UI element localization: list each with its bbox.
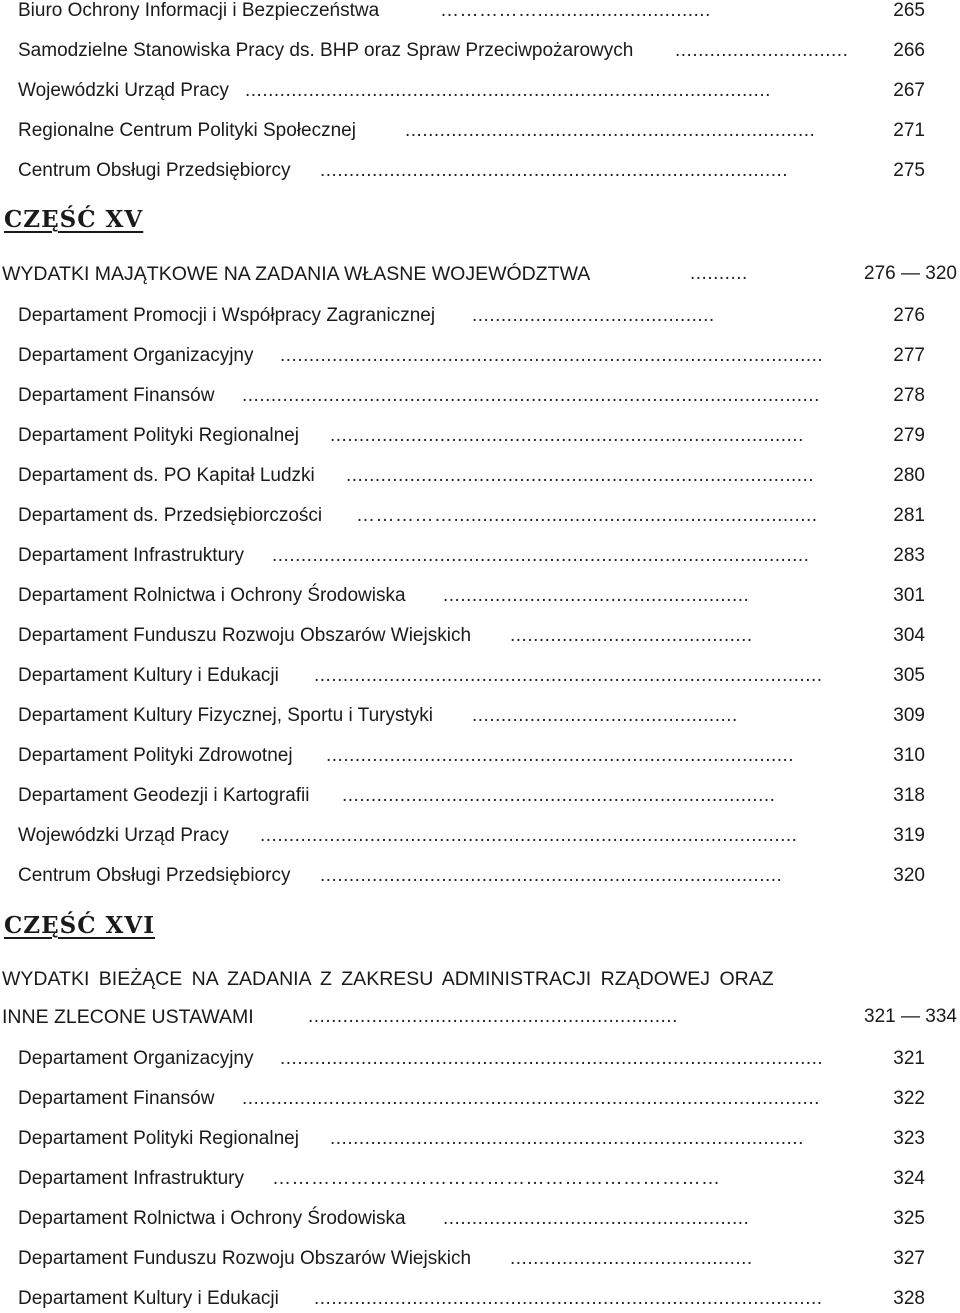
toc-entry-page: 271 — [893, 120, 925, 141]
toc-entry-label: Wojewódzki Urząd Pracy — [18, 822, 233, 850]
toc-entry-leader: .............................................. — [472, 705, 738, 726]
toc-entry-label: Departament Organizacyjny — [18, 1045, 258, 1073]
toc-entry-leader: ....................................................................... — [405, 120, 816, 141]
toc-entry-label: Departament Funduszu Rozwoju Obszarów Wiejskich — [18, 1245, 475, 1273]
toc-entry-page: 322 — [893, 1088, 925, 1109]
toc-entry-page: 318 — [893, 785, 925, 806]
toc-entry-leader: ........................................................................... — [342, 785, 776, 806]
toc-entry-page: 327 — [893, 1248, 925, 1269]
toc-entry[interactable] — [0, 1205, 960, 1233]
toc-entry[interactable] — [0, 0, 960, 25]
toc-entry-page: 275 — [893, 160, 925, 181]
toc-entry-page: 279 — [893, 425, 925, 446]
toc-entry[interactable] — [0, 862, 960, 890]
toc-entry-page: 321 — [893, 1048, 925, 1069]
toc-entry-leader: .................................................................................................... — [242, 385, 820, 406]
toc-entry[interactable] — [0, 542, 960, 570]
toc-entry-page: 319 — [893, 825, 925, 846]
toc-entry-leader: .......................................... — [510, 1248, 753, 1269]
toc-entry-page: 309 — [893, 705, 925, 726]
toc-main-title-line1: WYDATKI BIEŻĄCE NA ZADANIA Z ZAKRESU ADMINISTRACJI RZĄDOWEJ ORAZ — [2, 968, 774, 990]
toc-entry-leader: ........................................................................................ — [314, 665, 823, 686]
toc-entry-label: Departament Geodezji i Kartografii — [18, 782, 313, 810]
toc-entry-leader: …………….............................. — [440, 0, 711, 21]
toc-entry-leader: ............................................................................................. — [272, 545, 810, 566]
toc-main-entry[interactable] — [0, 260, 960, 288]
toc-entry-label: Departament Promocji i Współpracy Zagranicznej — [18, 302, 439, 330]
section-heading: CZĘŚĆ XV — [4, 206, 144, 233]
toc-entry[interactable] — [0, 502, 960, 530]
toc-entry[interactable] — [0, 157, 960, 185]
toc-entry-label: Departament Polityki Regionalnej — [18, 1125, 303, 1153]
toc-entry-leader: .......................................... — [510, 625, 753, 646]
toc-entry-page: 283 — [893, 545, 925, 566]
toc-entry[interactable] — [0, 1125, 960, 1153]
toc-entry-leader: ............................................................................................. — [260, 825, 798, 846]
toc-entry-label: Departament Kultury i Edukacji — [18, 662, 283, 690]
toc-entry-leader: ................................................................................ — [320, 865, 783, 886]
section-heading: CZĘŚĆ XVI — [4, 912, 155, 939]
toc-entry-page: 328 — [893, 1288, 925, 1309]
toc-entry[interactable] — [0, 382, 960, 410]
toc-main-range: 321 — 334 — [864, 1006, 957, 1027]
toc-entry-page: 301 — [893, 585, 925, 606]
toc-entry-leader: .................................................................................. — [330, 425, 804, 446]
toc-entry[interactable] — [0, 1045, 960, 1073]
toc-entry-page: 278 — [893, 385, 925, 406]
toc-main-entry[interactable] — [0, 1003, 960, 1031]
toc-entry-leader: .............................. — [675, 40, 849, 61]
toc-entry-label: Centrum Obsługi Przedsiębiorcy — [18, 862, 294, 890]
toc-entry[interactable] — [0, 302, 960, 330]
toc-entry-page: 267 — [893, 80, 925, 101]
toc-entry-page: 325 — [893, 1208, 925, 1229]
toc-entry-leader: ……………............................................................... — [356, 505, 818, 526]
toc-entry-leader: ..................................................... — [443, 585, 750, 606]
toc-entry-label: Departament Funduszu Rozwoju Obszarów Wiejskich — [18, 622, 475, 650]
toc-entry-page: 265 — [893, 0, 925, 21]
toc-main-title: WYDATKI MAJĄTKOWE NA ZADANIA WŁASNE WOJEWÓDZTWA — [2, 260, 594, 288]
toc-entry[interactable] — [0, 37, 960, 65]
toc-entry-page: 324 — [893, 1168, 925, 1189]
toc-entry-label: Departament Rolnictwa i Ochrony Środowiska — [18, 1205, 410, 1233]
toc-entry-label: Departament Polityki Regionalnej — [18, 422, 303, 450]
toc-entry[interactable] — [0, 1245, 960, 1273]
toc-entry[interactable] — [0, 622, 960, 650]
toc-entry-page: 320 — [893, 865, 925, 886]
toc-entry[interactable] — [0, 662, 960, 690]
toc-entry-page: 280 — [893, 465, 925, 486]
toc-entry-leader: ........................................................................................... — [245, 80, 771, 101]
toc-entry[interactable] — [0, 1285, 960, 1313]
toc-entry-leader: ................................................................................. — [320, 160, 789, 181]
toc-entry-page: 281 — [893, 505, 925, 526]
toc-entry-leader: ................................................................ — [308, 1006, 678, 1027]
toc-main-range: 276 — 320 — [864, 263, 957, 284]
toc-entry-page: 276 — [893, 305, 925, 326]
toc-entry-leader: .......................................... — [472, 305, 715, 326]
toc-entry-leader: ................................................................................. — [346, 465, 815, 486]
toc-entry-label: Departament Finansów — [18, 1085, 218, 1113]
toc-entry-page: 305 — [893, 665, 925, 686]
toc-entry[interactable] — [0, 77, 960, 105]
toc-entry[interactable] — [0, 342, 960, 370]
toc-entry-leader: ................................................................................. — [326, 745, 795, 766]
toc-entry-leader: .................................................................................. — [330, 1128, 804, 1149]
toc-entry-page: 323 — [893, 1128, 925, 1149]
toc-entry-page: 304 — [893, 625, 925, 646]
toc-entry-label: Departament ds. Przedsiębiorczości — [18, 502, 326, 530]
toc-entry[interactable] — [0, 702, 960, 730]
toc-entry[interactable] — [0, 1085, 960, 1113]
toc-entry-leader: ..................................................... — [443, 1208, 750, 1229]
toc-entry-label: Departament Kultury Fizycznej, Sportu i Turystyki — [18, 702, 437, 730]
toc-entry[interactable] — [0, 117, 960, 145]
toc-entry-label: Departament Finansów — [18, 382, 218, 410]
toc-entry[interactable] — [0, 422, 960, 450]
toc-entry[interactable] — [0, 742, 960, 770]
toc-entry[interactable] — [0, 462, 960, 490]
toc-entry-label: Departament Organizacyjny — [18, 342, 258, 370]
toc-entry-label: Regionalne Centrum Polityki Społecznej — [18, 117, 360, 145]
toc-entry-label: Centrum Obsługi Przedsiębiorcy — [18, 157, 294, 185]
toc-entry[interactable] — [0, 582, 960, 610]
toc-entry[interactable] — [0, 1165, 960, 1193]
toc-entry-label: Departament Rolnictwa i Ochrony Środowiska — [18, 582, 410, 610]
toc-entry-leader: .................................................................................................... — [242, 1088, 820, 1109]
toc-entry-label: Departament Infrastruktury — [18, 1165, 248, 1193]
toc-entry-leader: .......... — [690, 263, 748, 284]
toc-entry-leader: .............................................................................................. — [280, 345, 824, 366]
toc-entry-page: 310 — [893, 745, 925, 766]
toc-entry-label: Samodzielne Stanowiska Pracy ds. BHP oraz Spraw Przeciwpożarowych — [18, 37, 637, 65]
toc-entry-leader: …………………………………………………………… — [272, 1168, 721, 1189]
toc-entry-page: 277 — [893, 345, 925, 366]
toc-entry-label: Departament Polityki Zdrowotnej — [18, 742, 297, 770]
toc-entry-leader: ........................................................................................ — [314, 1288, 823, 1309]
toc-entry-label: Departament ds. PO Kapitał Ludzki — [18, 462, 319, 490]
toc-entry-label: Departament Infrastruktury — [18, 542, 248, 570]
toc-entry[interactable] — [0, 822, 960, 850]
toc-entry-label: Departament Kultury i Edukacji — [18, 1285, 283, 1313]
toc-entry-label: Biuro Ochrony Informacji i Bezpieczeństwa — [18, 0, 383, 25]
toc-entry-page: 266 — [893, 40, 925, 61]
toc-entry-label: Wojewódzki Urząd Pracy — [18, 77, 233, 105]
toc-entry-leader: .............................................................................................. — [280, 1048, 824, 1069]
toc-main-title-line2: INNE ZLECONE USTAWAMI — [2, 1003, 258, 1031]
toc-entry[interactable] — [0, 782, 960, 810]
